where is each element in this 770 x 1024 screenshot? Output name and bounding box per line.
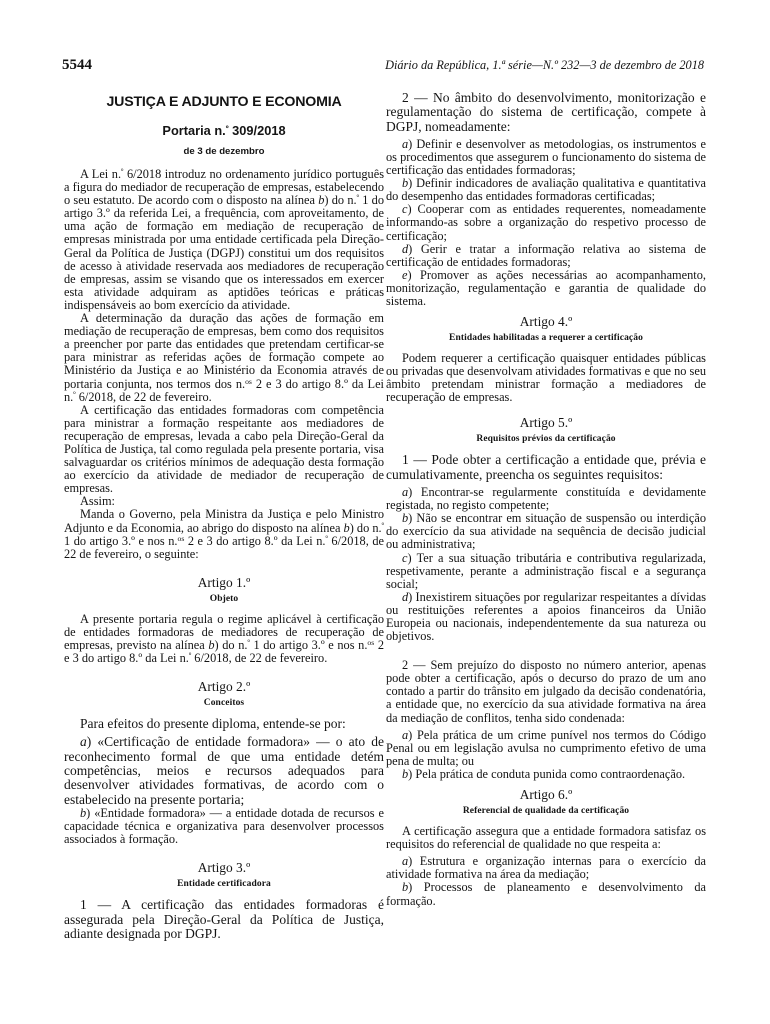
article-heading: Artigo 3.º — [197, 860, 251, 876]
article-paragraph: a) Pela prática de um crime punível nos termos do Código Penal ou em legislação avulsa no cumprimento efetivo de uma pena de multa; ou — [386, 727, 706, 768]
article-paragraph: A certificação assegura que a entidade formadora satisfaz os requisitos do referencial de qualidade no que respeita a: — [386, 824, 706, 852]
article-paragraph: c) Cooperar com as entidades requerentes, nomeadamente informando-as sobre a organização do respetivo processo de certificação; — [386, 202, 706, 243]
article-paragraph: b) «Entidade formadora» — a entidade dotada de recursos e capacidade técnica e organizativa para desenvolver processos associados à formação. — [64, 805, 384, 847]
article-subheading: Entidades habilitadas a requerer a certificação — [449, 333, 643, 344]
article-subheading: Objeto — [209, 593, 239, 604]
article-heading: Artigo 4.º — [519, 314, 573, 330]
running-title: Diário da República, 1.ª série—N.º 232—3 de dezembro de 2018 — [385, 58, 704, 72]
article-paragraph: b) Pela prática de conduta punida como contraordenação. — [402, 766, 686, 781]
article-paragraph: a) Encontrar-se regularmente constituída e devidamente registada, no registo competente; — [386, 485, 706, 513]
article-paragraph: b) Definir indicadores de avaliação qualitativa e quantitativa do desempenho das entidades formadoras certificadas; — [386, 176, 706, 204]
intro-paragraph: Manda o Governo, pela Ministra da Justiça e pelo Ministro Adjunto e da Economia, ao abrigo do disposto na alínea b) do n.$^º$ 1 do artigo 3.º e nos n.$^{os}$ 2 e 3 do artigo 8.º da Lei n.$^º$ 6/2018, de 22 de fevereiro, o seguinte: — [64, 507, 384, 561]
article-subheading: Conceitos — [203, 698, 245, 709]
article-paragraph: a) Definir e desenvolver as metodologias, os instrumentos e os procedimentos que assegurem o funcionamento do sistema de certificação das entidades formadoras; — [386, 136, 706, 178]
article-paragraph: Podem requerer a certificação quaisquer entidades públicas ou privadas que desenvolvam atividades formativas e que no seu âmbito pretendam ministrar formação a mediadores de recuperação de empresas. — [386, 351, 706, 405]
article-heading: Artigo 2.º — [197, 679, 251, 695]
article-subheading: Entidade certificadora — [177, 879, 271, 890]
article-paragraph: e) Promover as ações necessárias ao acompanhamento, monitorização, regulamentação e garantia de qualidade do sistema. — [386, 267, 706, 309]
left-column — [64, 91, 384, 941]
article-paragraph: 1 — A certificação das entidades formadoras é assegurada pela Direção-Geral da Política de Justiça, adiante designada por DGPJ. — [64, 897, 384, 941]
article-paragraph: A presente portaria regula o regime aplicável à certificação de entidades formadoras de mediadores de recuperação de empresas, previsto na alínea b) do n.$^º$ 1 do artigo 3.º e nos n.$^{os}$ 2 e 3 do artigo 8.º da Lei n.$^º$ 6/2018, de 22 de fevereiro. — [64, 611, 384, 666]
article-heading: Artigo 1.º — [197, 574, 251, 590]
article-subheading: Referencial de qualidade da certificação — [462, 806, 630, 817]
article-heading: Artigo 5.º — [519, 415, 573, 431]
intro-paragraph: A certificação das entidades formadoras com competência para ministrar a formação respeitante aos mediadores de recuperação de empresas, levada a cabo pela Direção-Geral da Política de Justiça, tal como regulada pela presente portaria, visa salvaguardar os critérios mínimos de adequação desta formação ao exercício da atividade de mediador de recuperação de empresas. — [64, 402, 384, 496]
article-paragraph: Para efeitos do presente diploma, entende-se por: — [80, 716, 346, 732]
article-paragraph: 2 — No âmbito do desenvolvimento, monitorização e regulamentação do sistema de certificação, compete à DGPJ, nomeadamente: — [386, 90, 706, 134]
portaria-title: Portaria n.$^º$ 309/2018 — [162, 123, 286, 138]
article-paragraph: d) Inexistirem situações por regularizar respeitantes a dívidas ou restituições referentes a apoios financeiros da União Europeia ou nacionais, independentemente da sua natureza ou objetivos. — [386, 589, 706, 644]
section-title: JUSTIÇA E ADJUNTO E ECONOMIA — [106, 94, 342, 110]
page-number: 5544 — [62, 57, 92, 73]
article-paragraph: a) «Certificação de entidade formadora» — o ato de reconhecimento formal de que uma entidade detém competências, meios e recursos adequados para desenvolver atividades formativas, de acordo com o estabelecido na presente portaria; — [64, 734, 384, 807]
article-paragraph: d) Gerir e tratar a informação relativa ao sistema de certificação de entidades formadoras; — [386, 241, 706, 269]
intro-paragraph: A determinação da duração das ações de formação em mediação de recuperação de empresas, bem como dos requisitos a preencher por parte das entidades que pretendam certificar-se para ministrar as referidas ações de formação compete ao Ministério da Justiça e ao Ministério da Economia através de portaria conjunta, nos termos dos n.$^{os}$ 2 e 3 do artigo 8.º da Lei n.$^º$ 6/2018, de 22 de fevereiro. — [64, 311, 384, 404]
article-paragraph: c) Ter a sua situação tributária e contributiva regularizada, respetivamente, perante a administração fiscal e a segurança social; — [386, 550, 706, 591]
article-paragraph: b) Processos de planeamento e desenvolvimento da formação. — [386, 880, 706, 908]
right-column — [386, 91, 706, 908]
intro-paragraph: A Lei n.$^º$ 6/2018 introduz no ordenamento jurídico português a figura do mediador de recuperação de empresas, estabelecendo o seu estatuto. De acordo com o disposto na alínea b) do n.$^º$ 1 do artigo 3.º da referida Lei, a frequência, com aproveitamento, de uma ação de formação em mediação de recuperação de empresas ministrada por uma entidade certificada pela Direção-Geral da Política de Justiça (DGPJ) constitui um dos requisitos de acesso à atividade reservada aos mediadores de recuperação de empresas, assim se visando que os interessados em exercer esta atividade adquiram as aptidões teóricas e práticas indispensáveis ao bom exercício da atividade. — [64, 167, 385, 312]
intro-paragraph: Assim: — [80, 494, 115, 509]
article-paragraph: a) Estrutura e organização internas para o exercício da atividade formativa na área da mediação; — [386, 854, 706, 882]
portaria-date: de 3 de dezembro — [183, 146, 265, 157]
article-paragraph: 2 — Sem prejuízo do disposto no número anterior, apenas pode obter a certificação, após o decurso do prazo de um ano contado a partir do trânsito em julgado da decisão condenatória, a entidade que, no exercício da sua atividade formativa na área da mediação de conflitos, tenha sido condenada: — [386, 658, 706, 725]
article-paragraph: 1 — Pode obter a certificação a entidade que, prévia e cumulativamente, preencha os seguintes requisitos: — [386, 452, 706, 482]
article-subheading: Requisitos prévios da certificação — [476, 434, 616, 445]
article-heading: Artigo 6.º — [519, 787, 573, 803]
article-paragraph: b) Não se encontrar em situação de suspensão ou interdição do exercício da sua atividade na sequência de decisão judicial ou administrativa; — [386, 511, 706, 552]
page-header — [62, 57, 704, 77]
